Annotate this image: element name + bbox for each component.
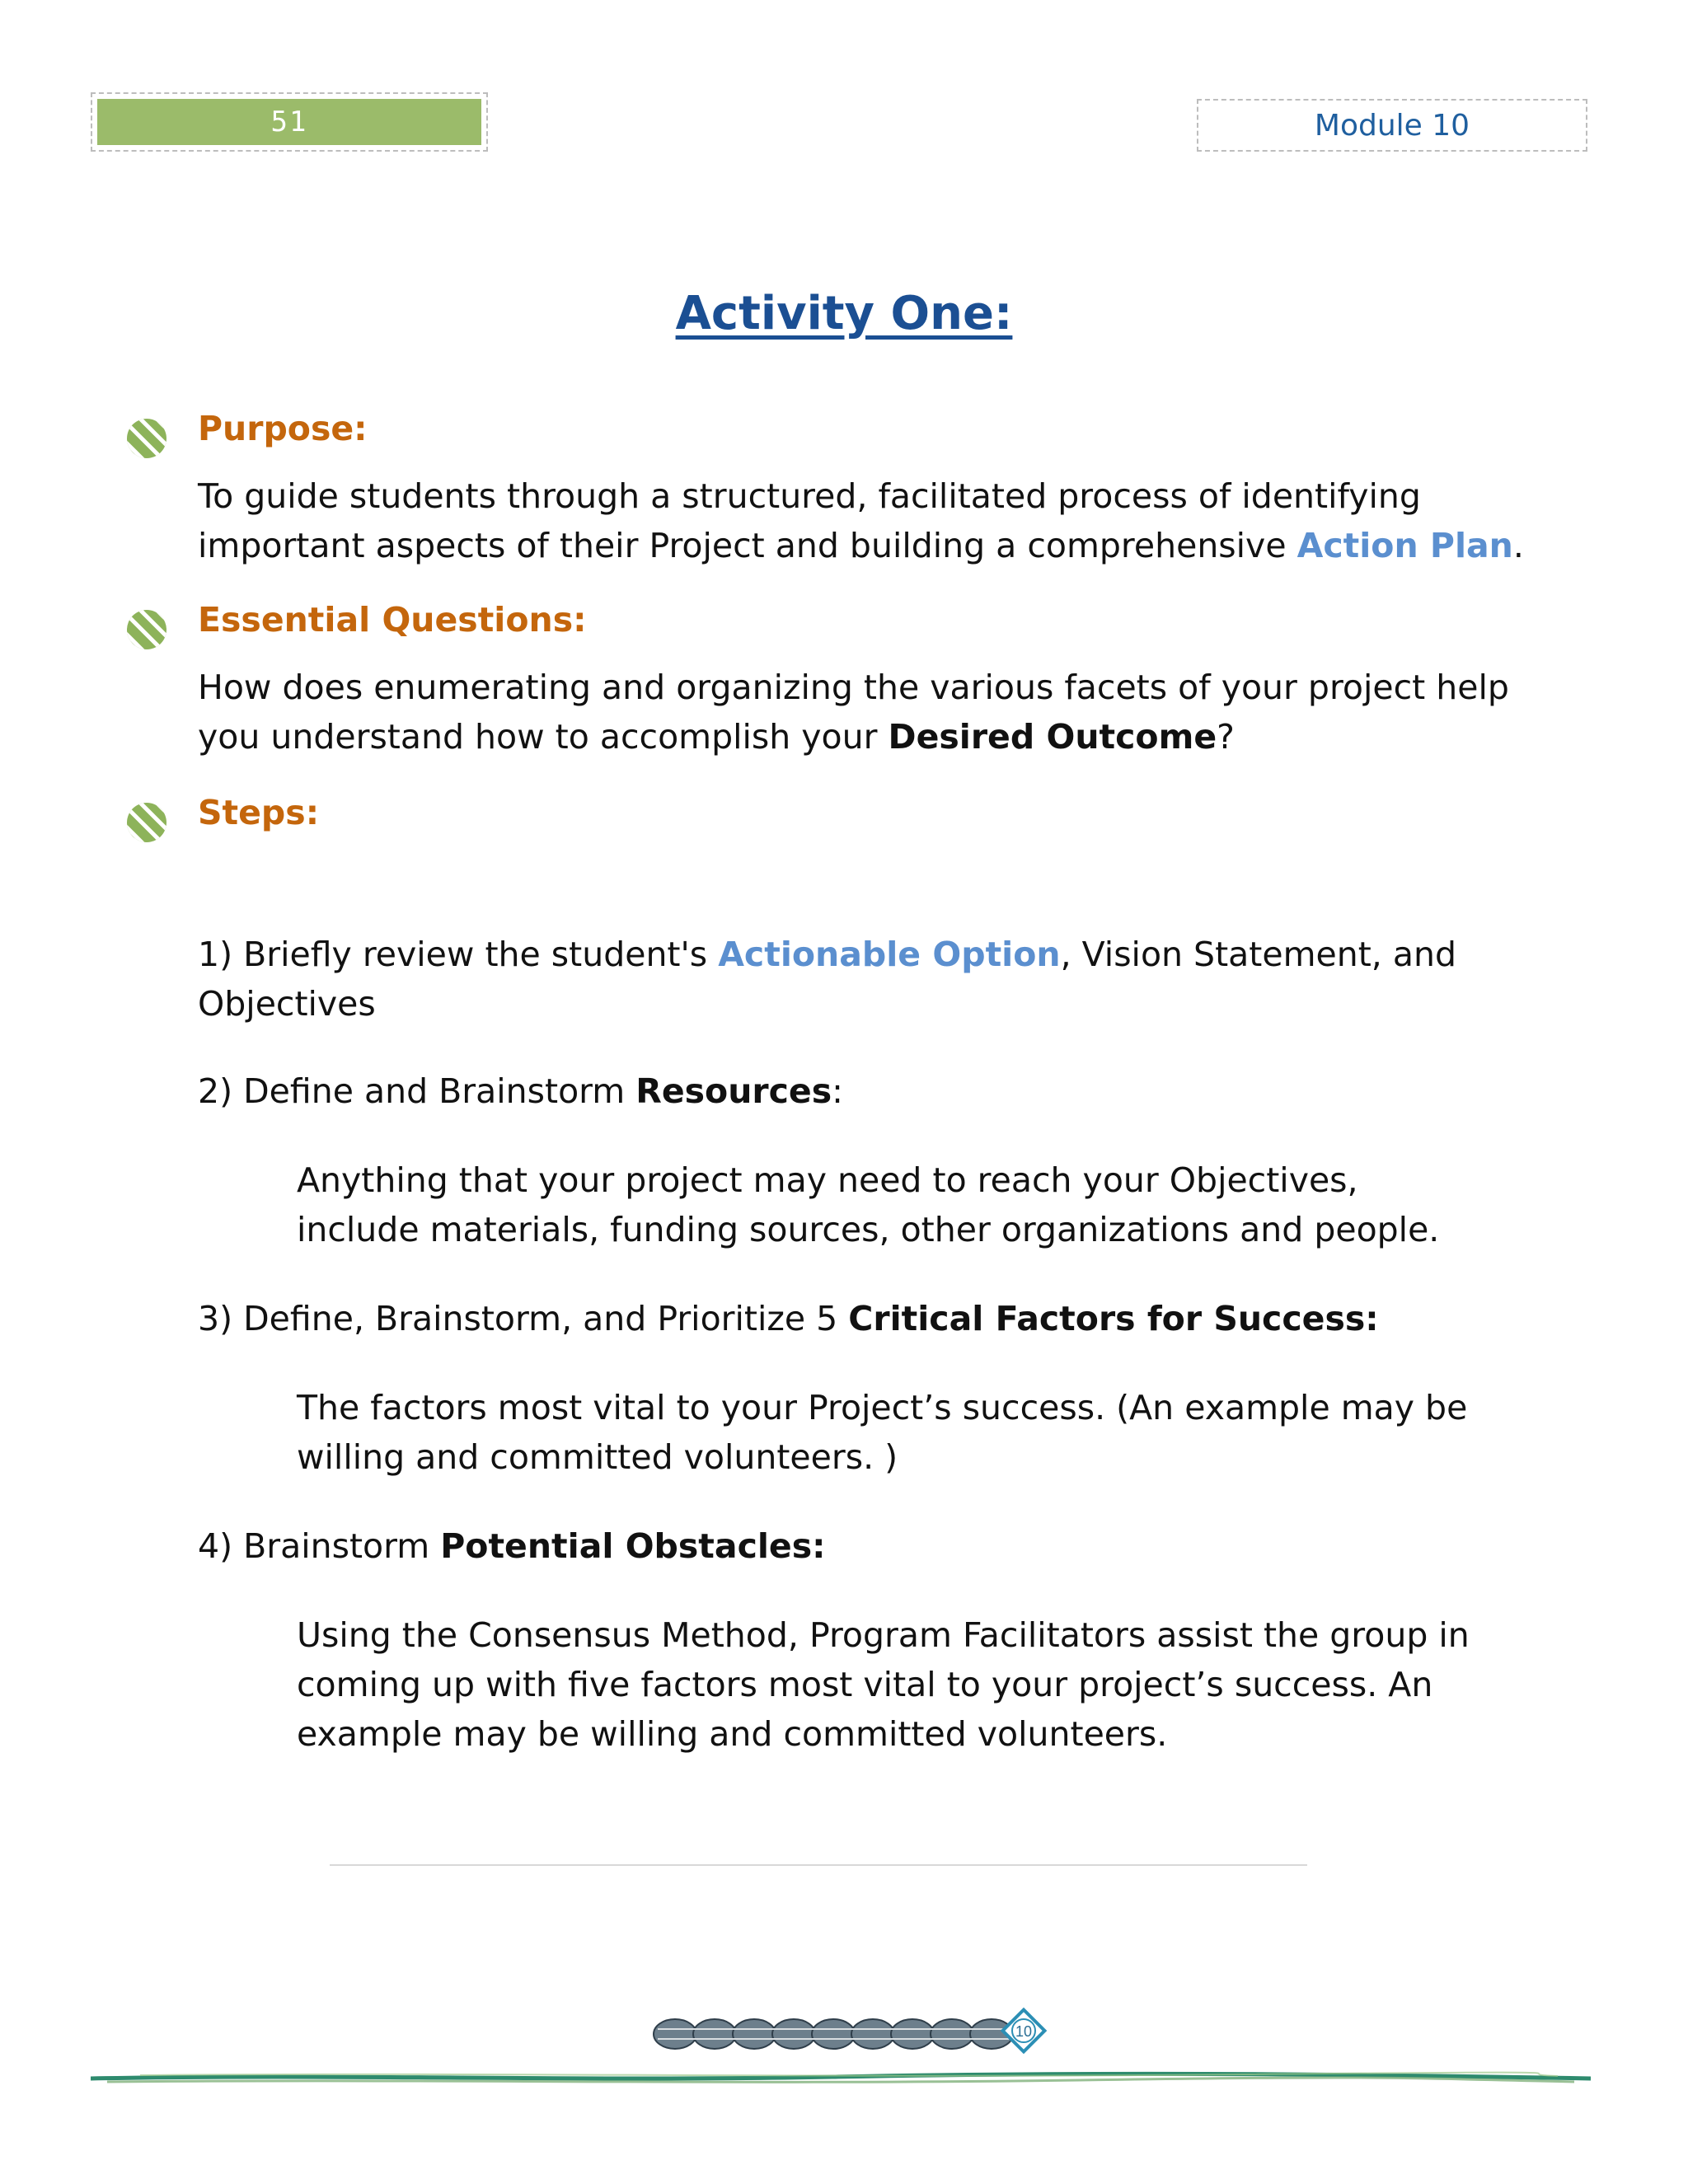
- footer-badge-row-icon: [654, 2019, 1013, 2049]
- footer-decoration: [646, 1999, 1050, 2065]
- step-2-post: :: [832, 1071, 843, 1111]
- step-2: [198, 1066, 1550, 1116]
- footer-brush-line: [91, 2060, 1591, 2093]
- resources-term: Resources: [635, 1071, 832, 1111]
- striped-ball-icon: [125, 417, 168, 460]
- actionable-option-link[interactable]: Actionable Option: [718, 935, 1061, 974]
- striped-ball-icon: [125, 801, 168, 844]
- essential-questions-text: [198, 663, 1550, 762]
- potential-obstacles-term: Potential Obstacles:: [440, 1526, 826, 1566]
- desired-outcome-term: Desired Outcome: [888, 717, 1217, 757]
- step-4: [198, 1521, 1550, 1571]
- striped-ball-icon: [125, 608, 168, 651]
- purpose-text: [198, 471, 1550, 570]
- step-3-detail: The factors most vital to your Project’s success. (An example may be willing and committed volunteers. ): [297, 1388, 1468, 1477]
- essential-text-post: ?: [1217, 717, 1235, 757]
- step-2-detail: Anything that your project may need to reach your Objectives, include materials, funding sources, other organizations and people.: [297, 1160, 1440, 1249]
- essential-text-pre: How does enumerating and organizing the various facets of your project help you understand how to accomplish your: [198, 668, 1509, 757]
- step-2-pre: 2) Define and Brainstorm: [198, 1071, 636, 1111]
- purpose-text-pre: To guide students through a structured, facilitated process of identifying important aspects of their Project and building a comprehensive: [198, 476, 1421, 565]
- footer-divider: [330, 1864, 1307, 1866]
- critical-factors-term: Critical Factors for Success:: [848, 1299, 1379, 1338]
- purpose-text-post: .: [1512, 526, 1524, 565]
- page-title: Activity One:: [675, 287, 1013, 340]
- page-number: [97, 99, 481, 145]
- step-1: [198, 930, 1550, 1029]
- step-1-pre: 1) Briefly review the student's: [198, 935, 719, 974]
- step-3-pre: 3) Define, Brainstorm, and Prioritize 5: [198, 1299, 849, 1338]
- module-number-badge: 10: [1015, 2023, 1033, 2040]
- essential-questions-heading: Essential Questions:: [198, 600, 587, 640]
- steps-heading: Steps:: [198, 793, 320, 832]
- step-1-post: , Vision Statement, and Objectives: [198, 935, 1457, 1024]
- step-4-pre: 4) Brainstorm: [198, 1526, 441, 1566]
- module-label-text: Module 10: [1314, 108, 1470, 143]
- step-4-detail: Using the Consensus Method, Program Facilitators assist the group in coming up with five factors most vital to your project’s success. An example may be willing and committed volunteers.: [297, 1615, 1470, 1754]
- module-label: [1197, 99, 1587, 152]
- action-plan-link[interactable]: Action Plan: [1296, 526, 1513, 565]
- step-3: [198, 1294, 1550, 1343]
- page-number-text: 51: [270, 105, 308, 138]
- purpose-heading: Purpose:: [198, 409, 368, 448]
